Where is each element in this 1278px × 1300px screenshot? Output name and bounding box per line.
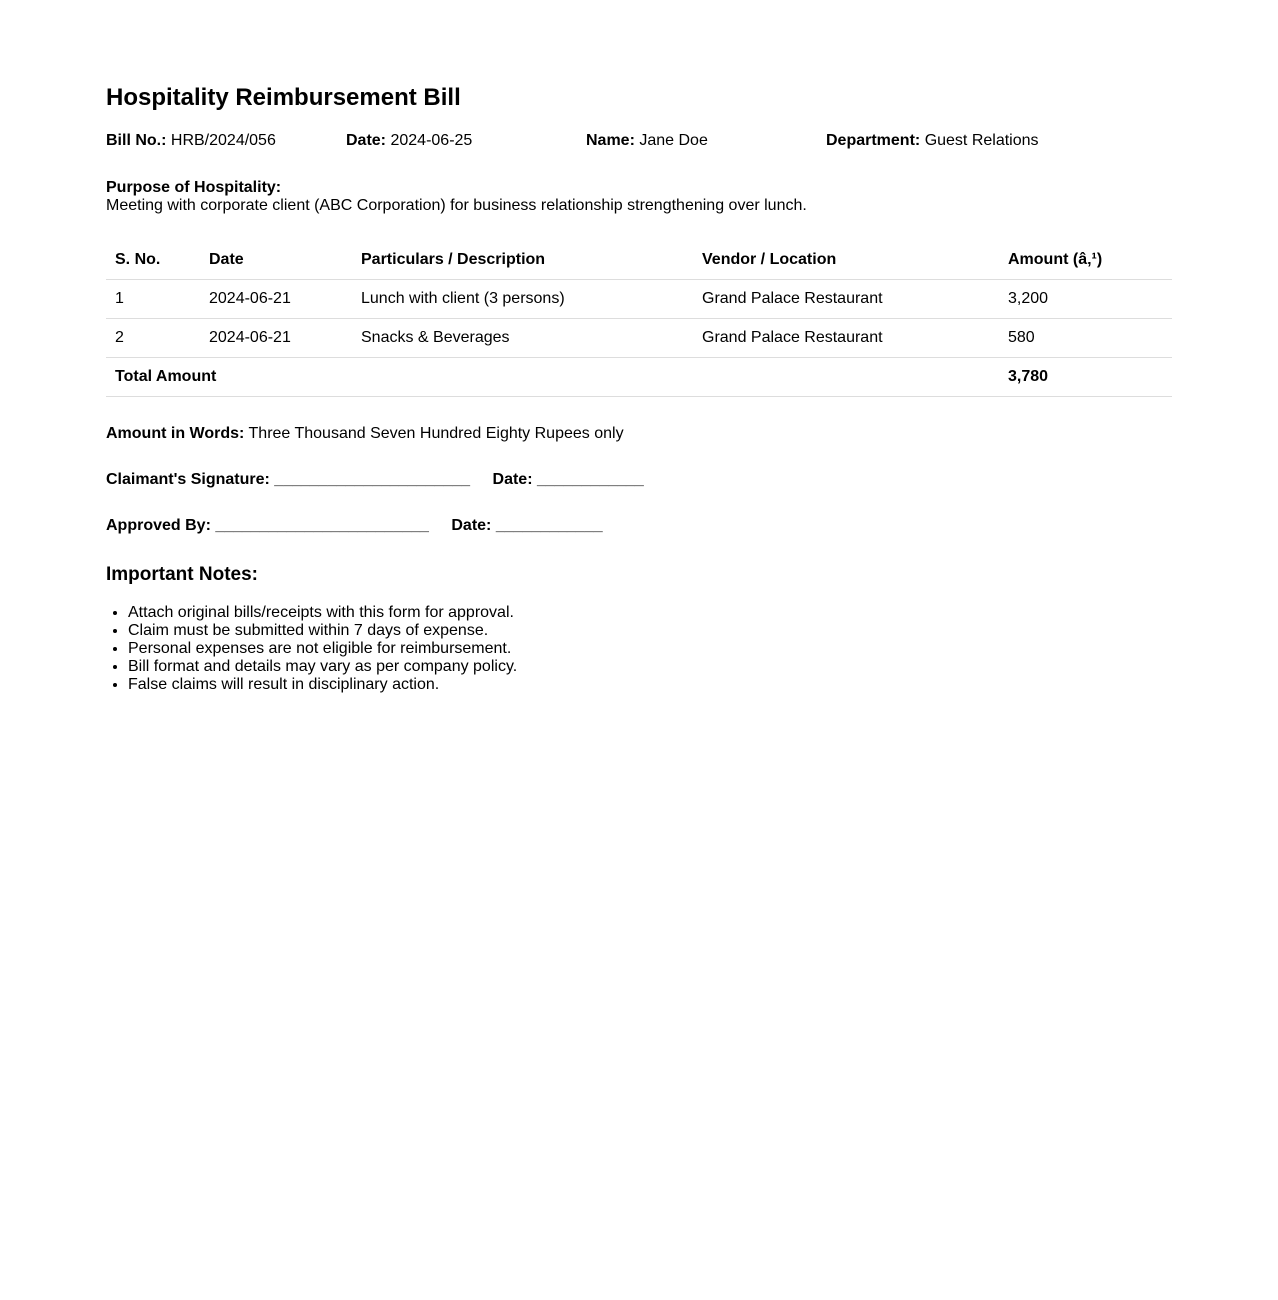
department-value: Guest Relations (924, 132, 1039, 149)
table-row (106, 280, 1172, 319)
approved-date-label: Date: (451, 517, 492, 534)
list-item: • Personal expenses are not eligible for reimbursement. (128, 640, 1172, 658)
department-label: Department: (826, 132, 921, 149)
total-label: Total Amount (106, 358, 999, 397)
table-row (106, 319, 1172, 358)
approved-date-line: ____________ (495, 517, 603, 534)
bill-meta (106, 131, 1172, 151)
department (826, 131, 1172, 151)
cell-date: 2024-06-21 (200, 280, 352, 319)
bill-date (346, 131, 586, 151)
cell-vendor: Grand Palace Restaurant (693, 319, 999, 358)
cell-sno: 2 (106, 319, 200, 358)
header-amount: Amount (â‚¹) (999, 241, 1172, 280)
cell-vendor: Grand Palace Restaurant (693, 280, 999, 319)
bill-number (106, 131, 346, 151)
claimant-date-line: ____________ (536, 471, 644, 488)
purpose-section (106, 179, 1172, 215)
bill-number-label: Bill No.: (106, 132, 167, 149)
amount-in-words (106, 424, 1172, 444)
notes-title: Important Notes: (106, 564, 258, 585)
claimant-date-label: Date: (492, 471, 533, 488)
total-row (106, 358, 1172, 397)
cell-particulars: Lunch with client (3 persons) (352, 280, 693, 319)
table-header-row (106, 241, 1172, 280)
cell-sno: 1 (106, 280, 200, 319)
expense-table (106, 241, 1172, 397)
claimant-name (586, 131, 826, 151)
approved-by-label: Approved By: (106, 517, 211, 534)
approved-by-line: ________________________ (215, 517, 429, 534)
purpose-text: Meeting with corporate client (ABC Corporation) for business relationship strengthening over lunch. (106, 197, 807, 214)
cell-date: 2024-06-21 (200, 319, 352, 358)
reimbursement-document (106, 83, 1172, 694)
cell-amount: 3,200 (999, 280, 1172, 319)
header-sno: S. No. (106, 241, 200, 280)
page-title: Hospitality Reimbursement Bill (106, 84, 461, 111)
claimant-name-label: Name: (586, 132, 635, 149)
list-item: • Attach original bills/receipts with this form for approval. (128, 604, 1172, 622)
amount-words-label: Amount in Words: (106, 425, 245, 442)
claimant-signature-row (106, 470, 1172, 490)
bill-date-value: 2024-06-25 (390, 132, 473, 149)
cell-particulars: Snacks & Beverages (352, 319, 693, 358)
purpose-label: Purpose of Hospitality: (106, 179, 282, 196)
list-item: • Claim must be submitted within 7 days of expense. (128, 622, 1172, 640)
header-vendor: Vendor / Location (693, 241, 999, 280)
bill-number-value: HRB/2024/056 (170, 132, 276, 149)
approval-signature-row (106, 516, 1172, 536)
total-value: 3,780 (999, 358, 1172, 397)
header-date: Date (200, 241, 352, 280)
amount-words-text: Three Thousand Seven Hundred Eighty Rupees only (248, 425, 624, 442)
header-particulars: Particulars / Description (352, 241, 693, 280)
cell-amount: 580 (999, 319, 1172, 358)
notes-list (106, 604, 1172, 694)
list-item: • False claims will result in disciplinary action. (128, 676, 1172, 694)
claimant-signature-label: Claimant's Signature: (106, 471, 270, 488)
claimant-name-value: Jane Doe (639, 132, 708, 149)
list-item: • Bill format and details may vary as per company policy. (128, 658, 1172, 676)
bill-date-label: Date: (346, 132, 387, 149)
claimant-signature-line: ______________________ (274, 471, 471, 488)
